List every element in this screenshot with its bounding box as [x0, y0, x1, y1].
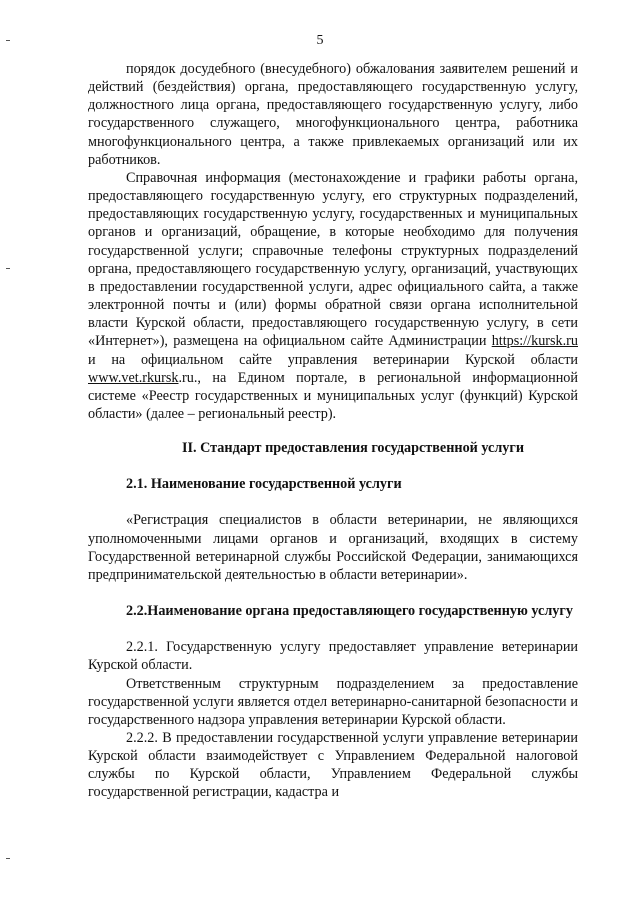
reference-info-text-1: Справочная информация (местонахождение и графики работы органа, предоставляющего государственную услугу, его структурных подразделений, предоставляющих государственную услугу, государственных и муниципальных органов и организаций, обращение, в которые необходимо для получения государственной услуги; справочные телефоны структурных подразделений органа, предоставляющего государственную услугу, организаций, участвующих в предоставлении государственной услуги, адрес официального сайта, а также электронной почты и (или) формы обратной связи органа исполнительной власти Курской области, предоставляющего государственную услугу, в сети «Интернет»), размещена на официальном сайте Администрации	[88, 169, 578, 350]
kursk-ru-link[interactable]: https://kursk.ru	[491, 333, 578, 350]
paragraph-service-name: «Регистрация специалистов в области ветеринарии, не являющихся уполномоченными лицами органов и организаций, входящих в систему Государственной ветеринарной службы Российской Федерации, занимающихся предпринимательской деятельностью в области ветеринарии».	[88, 512, 578, 583]
reference-info-text-3: .ru., на Едином портале, в региональной информационной системе «Реестр государственных и муниципальных услуг (функций) Курской области» (далее – региональный реестр).	[88, 369, 578, 422]
margin-mark-bottom	[6, 858, 10, 859]
paragraph-2-2-2: 2.2.2. В предоставлении государственной услуги управление ветеринарии Курской области взаимодействует с Управлением Федеральной налоговой службы по Курской области, Управлением Федеральной службы государственной регистрации, кадастра и	[88, 730, 578, 801]
paragraph-reference-info	[88, 169, 578, 423]
page-number: 5	[316, 33, 324, 48]
paragraph-2-2-1: 2.2.1. Государственную услугу предоставляет управление ветеринарии Курской области.	[88, 639, 578, 674]
margin-mark-middle	[6, 268, 10, 269]
heading-2-1: 2.1. Наименование государственной услуги	[126, 476, 402, 493]
reference-info-text-2: и на официальном сайте управления ветеринарии Курской области	[88, 351, 578, 368]
paragraph-responsible-unit: Ответственным структурным подразделением за предоставление государственной услуги является отдел ветеринарно-санитарной безопасности и государственного надзора управления ветеринарии Курской области.	[88, 675, 578, 728]
document-body	[88, 60, 578, 802]
vet-rkursk-link[interactable]: www.vet.rkursk	[88, 369, 179, 386]
heading-2-2: 2.2.Наименование органа предоставляющего государственную услугу	[126, 603, 573, 620]
section-2-heading: II. Стандарт предоставления государственной услуги	[181, 440, 525, 457]
paragraph-appeal-procedure: порядок досудебного (внесудебного) обжалования заявителем решений и действий (бездействия) органа, предоставляющего государственную услугу, должностного лица органа, предоставляющего государственную услугу, либо государственного служащего, многофункционального центра, работника многофункционального центра, а также привлекаемых организаций или их работников.	[88, 61, 578, 168]
